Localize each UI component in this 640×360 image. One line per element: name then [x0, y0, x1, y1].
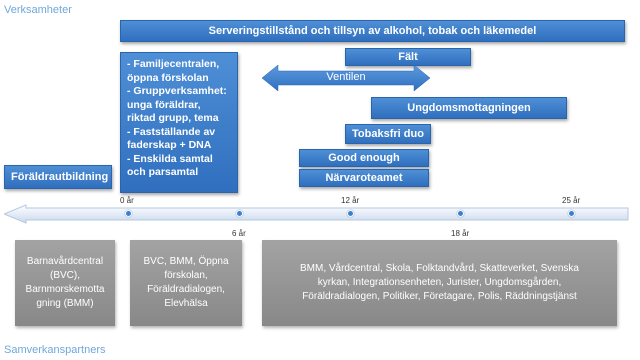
timeline-dot-0	[125, 210, 132, 217]
good-enough-bar: Good enough	[299, 149, 429, 167]
tick-label-0: 0 år	[120, 196, 134, 205]
tick-label-18: 18 år	[451, 229, 470, 238]
familjecentral-list-box	[120, 52, 238, 193]
partner-box-samverkan	[262, 240, 617, 326]
partner-text: Barnavårdcentral (BVC), Barnmorskemotta gning (BMM)	[25, 256, 105, 309]
ungdomsmottagningen-bar: Ungdomsmottagningen	[371, 97, 567, 119]
list-item: - Enskilda samtal och parsamtal	[127, 152, 213, 178]
timeline-dot-18	[457, 210, 464, 217]
partner-text: BMM, Vårdcentral, Skola, Folktandvård, Skatteverket, Svenska kyrkan, Integrationsenheten, Jurister, Ungdomsgården, Föräldradialogen, Politiker, Företagare, Polis, Räddningstjänst	[299, 263, 579, 302]
tick-label-25: 25 år	[562, 196, 581, 205]
timeline-dot-12	[347, 210, 354, 217]
narvaroteamet-bar: Närvaroteamet	[299, 169, 429, 187]
timeline-arrow	[4, 203, 630, 225]
section-label-samverkanspartners: Samverkanspartners	[4, 344, 106, 356]
tick-label-12: 12 år	[341, 196, 360, 205]
partner-box-forskola	[130, 240, 242, 326]
timeline-dot-25	[568, 210, 575, 217]
tick-label-6: 6 år	[232, 229, 246, 238]
timeline-dot-6	[236, 210, 243, 217]
falt-bar: Fält	[345, 48, 471, 66]
list-item: - Fastställande av faderskap + DNA	[127, 125, 216, 151]
partner-text: BVC, BMM, Öppna förskolan, Föräldradialogen, Elevhälsa	[143, 256, 229, 309]
foraldrautbildning-bar: Föräldrautbildning	[4, 165, 112, 189]
serveringstillstand-bar: Serveringstillstånd och tillsyn av alkohol, tobak och läkemedel	[120, 20, 625, 42]
partner-box-bvc-bmm	[15, 240, 115, 326]
ventilen-label: Ventilen	[326, 71, 366, 83]
section-label-verksamheter: Verksamheter	[4, 4, 72, 16]
tobaksfri-duo-bar: Tobaksfri duo	[345, 124, 431, 144]
list-item: - Familjecentralen, öppna förskolan	[127, 58, 220, 84]
list-item: - Gruppverksamhet: unga föräldrar, riktad grupp, tema	[127, 85, 227, 124]
